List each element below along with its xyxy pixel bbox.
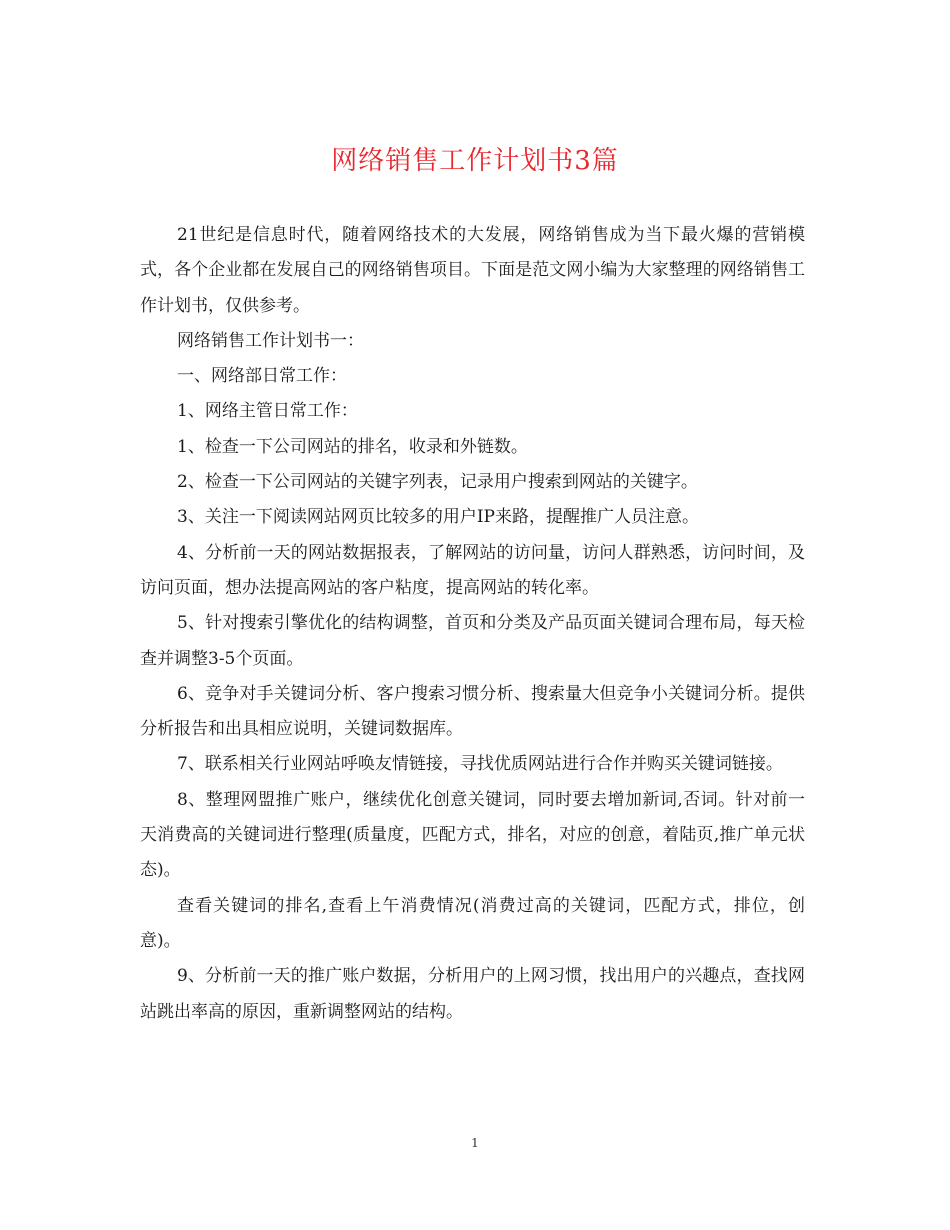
paragraph-item-5: 5、针对搜索引擎优化的结构调整，首页和分类及产品页面关键词合理布局，每天检查并调整3-5个页面。 (140, 613, 805, 669)
paragraph-item-6: 6、竞争对手关键词分析、客户搜索习惯分析、搜索量大但竞争小关键词分析。提供分析报告和出具相应说明，关键词数据库。 (140, 683, 805, 740)
document-title: 网络销售工作计划书3篇 (331, 146, 619, 176)
paragraph-item-4: 4、分析前一天的网站数据报表，了解网站的访问量，访问人群熟悉，访问时间，及访问页面，想办法提高网站的客户粘度，提高网站的转化率。 (140, 542, 805, 598)
paragraph-item-9: 9、分析前一天的推广账户数据，分析用户的上网习惯，找出用户的兴趣点，查找网站跳出率高的原因，重新调整网站的结构。 (140, 966, 805, 1022)
paragraph-item-3: 3、关注一下阅读网站网页比较多的用户IP来路，提醒推广人员注意。 (177, 507, 699, 528)
paragraph-intro: 21世纪是信息时代，随着网络技术的大发展，网络销售成为当下最火爆的营销模式，各个企业都在发展自己的网络销售项目。下面是范文网小编为大家整理的网络销售工作计划书，仅供参考。 (140, 225, 805, 316)
paragraph-item-1: 1、检查一下公司网站的排名，收录和外链数。 (177, 436, 528, 457)
page-number: 1 (471, 1136, 479, 1150)
paragraph-item-7: 7、联系相关行业网站呼唤友情链接，寻找优质网站进行合作并购买关键词链接。 (177, 754, 783, 775)
paragraph-plan-heading: 网络销售工作计划书一： (177, 330, 364, 351)
paragraph-section-heading: 一、网络部日常工作： (177, 366, 347, 387)
document-body (140, 218, 805, 1030)
paragraph-item-8: 8、整理网盟推广账户，继续优化创意关键词，同时要去增加新词,否词。针对前一天消费高的关键词进行整理(质量度，匹配方式，排名，对应的创意，着陆页,推广单元状态)。 (140, 789, 805, 881)
paragraph-subsection-heading: 1、网络主管日常工作： (177, 401, 358, 422)
paragraph-keyword-check: 查看关键词的排名,查看上午消费情况(消费过高的关键词，匹配方式，排位，创意)。 (140, 895, 805, 951)
paragraph-item-2: 2、检查一下公司网站的关键字列表，记录用户搜索到网站的关键字。 (177, 472, 698, 493)
